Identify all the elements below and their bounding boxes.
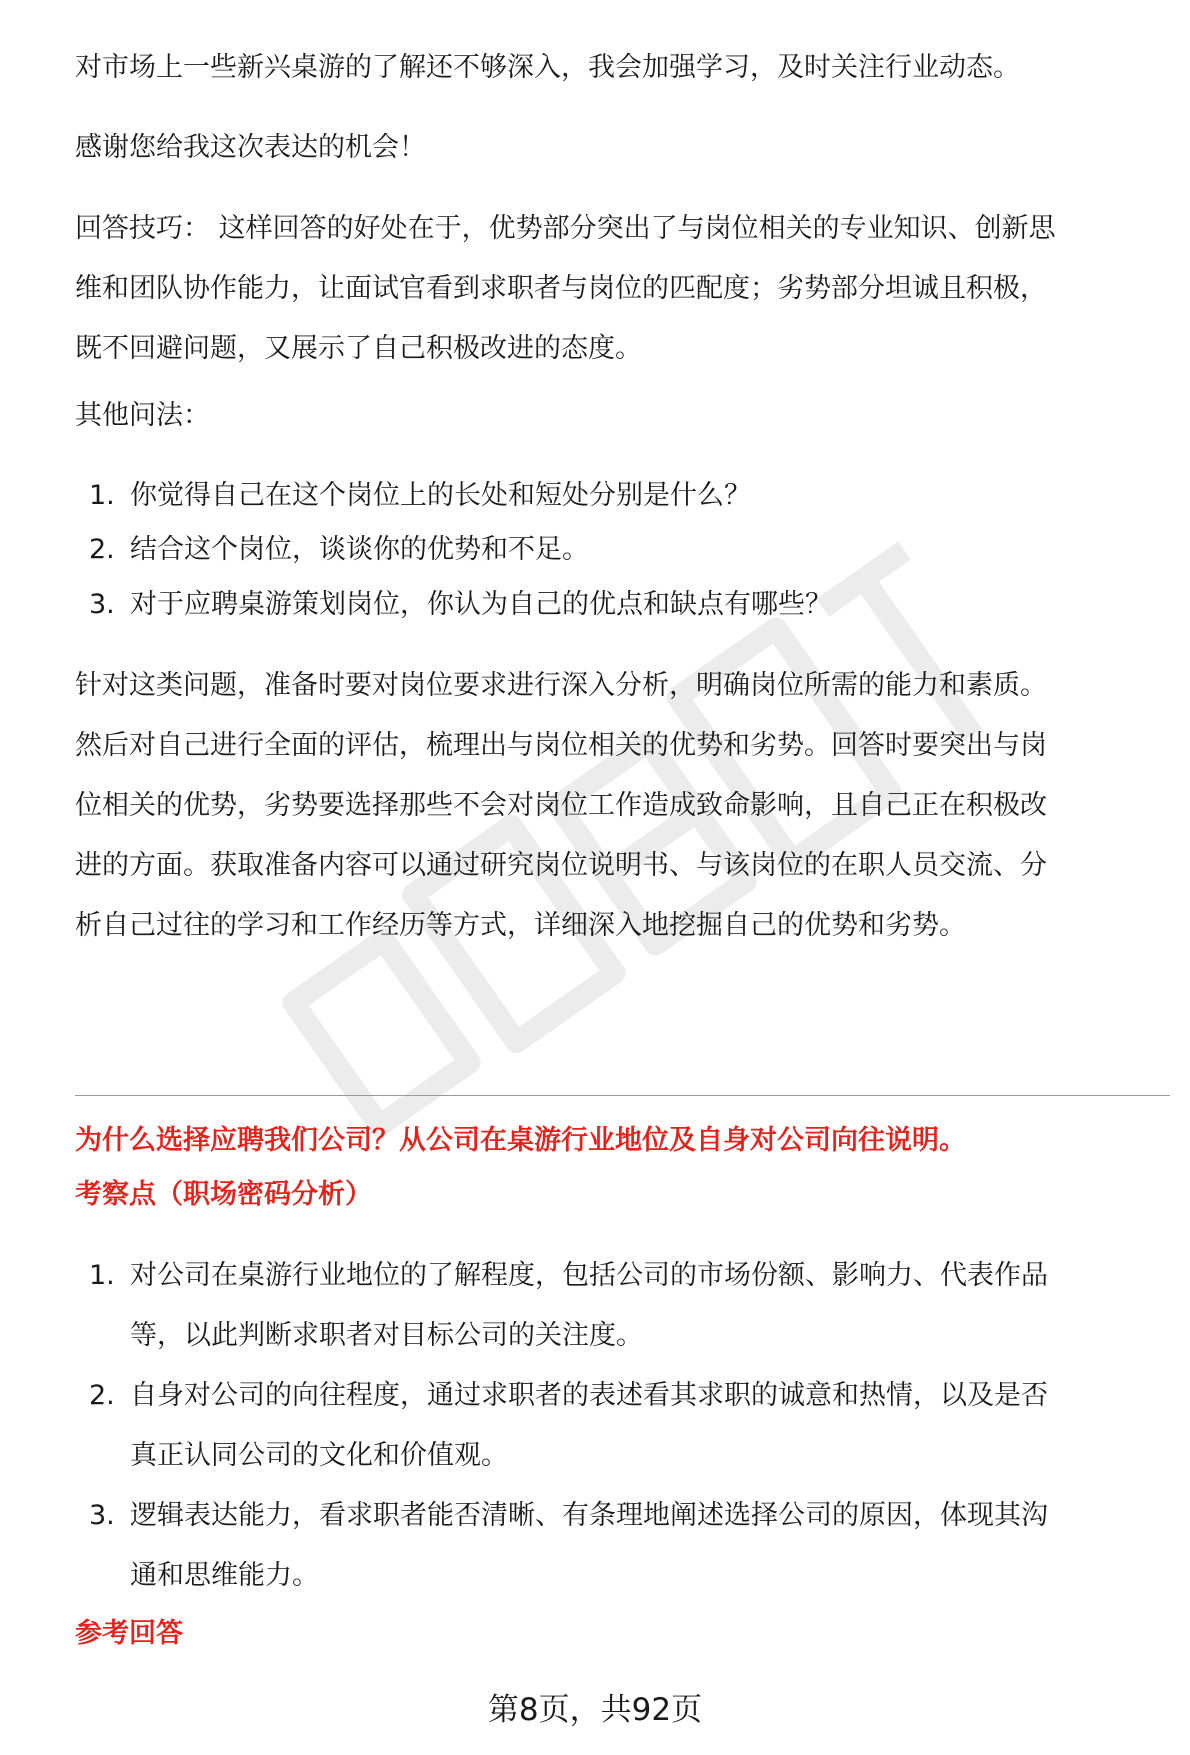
- tips-line: 既不回避问题，又展示了自己积极改进的态度。: [75, 333, 642, 364]
- list-text-line: 等，以此判断求职者对目标公司的关注度。: [130, 1320, 643, 1351]
- list-text: 对于应聘桌游策划岗位，你认为自己的优点和缺点有哪些？: [130, 589, 832, 620]
- page-number: 第8页，共92页: [487, 1692, 703, 1728]
- advice-line: 位相关的优势，劣势要选择那些不会对岗位工作造成致命影响，且自己正在积极改: [75, 790, 1047, 821]
- list-number: 2.: [89, 534, 115, 565]
- thanks-line: 感谢您给我这次表达的机会！: [75, 132, 426, 163]
- reference-answer-heading: [75, 1604, 1175, 1664]
- advice-line: 析自己过往的学习和工作经历等方式，详细深入地挖掘自己的优势和劣势。: [75, 910, 966, 941]
- tips-line: 回答技巧： 这样回答的好处在于，优势部分突出了与岗位相关的专业知识、创新思: [75, 213, 1056, 244]
- advice-line: 然后对自己进行全面的评估，梳理出与岗位相关的优势和劣势。回答时要突出与岗: [75, 730, 1047, 761]
- intro-line: 对市场上一些新兴桌游的了解还不够深入，我会加强学习，及时关注行业动态。: [75, 52, 1020, 83]
- question-title: [75, 1111, 1175, 1171]
- question-title-text: 为什么选择应聘我们公司？从公司在桌游行业地位及自身对公司向往说明。: [75, 1125, 966, 1156]
- other-heading-text: 其他问法：: [75, 400, 210, 431]
- tips-paragraph: [75, 199, 1175, 379]
- advice-paragraph: [75, 656, 1175, 956]
- list-text: [130, 1366, 1170, 1486]
- other-heading: [75, 386, 1175, 446]
- list-text: [130, 1246, 1170, 1366]
- thanks-paragraph: [75, 118, 1175, 178]
- advice-line: 进的方面。获取准备内容可以通过研究岗位说明书、与该岗位的在职人员交流、分: [75, 850, 1047, 881]
- tips-line: 维和团队协作能力，让面试官看到求职者与岗位的匹配度；劣势部分坦诚且积极，: [75, 273, 1047, 304]
- list-text: 你觉得自己在这个岗位上的长处和短处分别是什么？: [130, 480, 751, 511]
- list-text-line: 对公司在桌游行业地位的了解程度，包括公司的市场份额、影响力、代表作品: [130, 1260, 1048, 1291]
- list-number: 1.: [89, 1260, 115, 1291]
- list-number: 1.: [89, 480, 115, 511]
- list-text-line: 自身对公司的向往程度，通过求职者的表述看其求职的诚意和热情，以及是否: [130, 1380, 1048, 1411]
- reference-answer-text: 参考回答: [75, 1618, 183, 1649]
- list-number: 2.: [89, 1380, 115, 1411]
- section-divider: [75, 1095, 1170, 1096]
- list-number: 3.: [89, 1500, 115, 1531]
- list-text-line: 通和思维能力。: [130, 1560, 319, 1591]
- advice-line: 针对这类问题，准备时要对岗位要求进行深入分析，明确岗位所需的能力和素质。: [75, 670, 1047, 701]
- list-text-line: 真正认同公司的文化和价值观。: [130, 1440, 508, 1471]
- list-text: 结合这个岗位，谈谈你的优势和不足。: [130, 534, 589, 565]
- list-text: [130, 1486, 1170, 1606]
- intro-paragraph: [75, 38, 1175, 98]
- question-subheading: [75, 1165, 1175, 1225]
- question-subheading-text: 考察点（职场密码分析）: [75, 1179, 372, 1210]
- list-number: 3.: [89, 589, 115, 620]
- list-text-line: 逻辑表达能力，看求职者能否清晰、有条理地阐述选择公司的原因，体现其沟: [130, 1500, 1048, 1531]
